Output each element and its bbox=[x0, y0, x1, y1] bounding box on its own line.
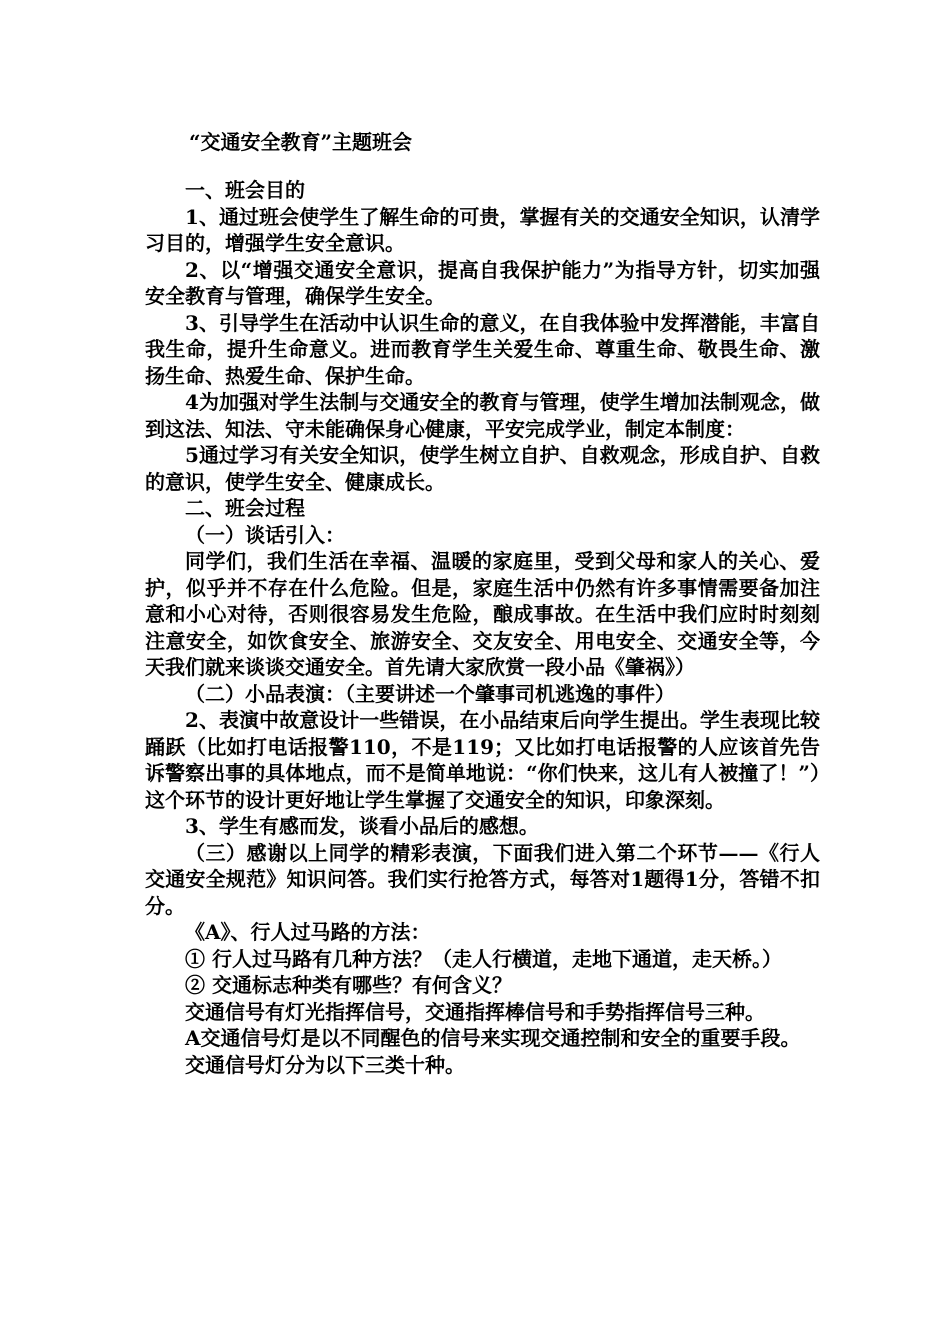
paragraph: A交通信号灯是以不同醒色的信号来实现交通控制和安全的重要手段。 bbox=[185, 1026, 801, 1050]
paragraph: 《A》、行人过马路的方法： bbox=[185, 920, 431, 944]
paragraph: 交通信号有灯光指挥信号，交通指挥棒信号和手势指挥信号三种。 bbox=[185, 999, 765, 1024]
paragraph: 5通过学习有关安全知识，使学生树立自护、自救观念，形成自护、自救的意识，使学生安全、健康成长。 bbox=[145, 443, 820, 494]
paragraph: （三）感谢以上同学的精彩表演，下面我们进入第二个环节——《行人交通安全规范》知识问答。我们实行抢答方式，每答对1题得1分，答错不扣分。 bbox=[145, 840, 820, 918]
paragraph: 4为加强对学生法制与交通安全的教育与管理，使学生增加法制观念，做到这法、知法、守未能确保身心健康，平安完成学业，制定本制度： bbox=[145, 390, 820, 441]
subsection-heading: （二）小品表演：（主要讲述一个肇事司机逃逸的事件） bbox=[185, 681, 675, 706]
paragraph: ① 行人过马路有几种方法？（走人行横道，走地下通道，走天桥。） bbox=[185, 946, 782, 971]
paragraph: 2、以“增强交通安全意识，提高自我保护能力”为指导方针，切实加强安全教育与管理，确保学生安全。 bbox=[145, 257, 820, 308]
paragraph: 同学们，我们生活在幸福、温暖的家庭里，受到父母和家人的关心、爱护，似乎并不存在什么危险。但是，家庭生活中仍然有许多事情需要备加注意和小心对待，否则很容易发生危险，酿成事故。在生活中我们应时时刻刻注意安全，如饮食安全、旅游安全、交友安全、用电安全、交通安全等，今天我们就来谈谈交通安全。首先请大家欣赏一段小品《肇祸》） bbox=[145, 549, 820, 679]
section-heading: 一、班会目的 bbox=[185, 178, 305, 202]
document-title: “交通安全教育”主题班会 bbox=[189, 130, 413, 154]
paragraph: 3、学生有感而发，谈看小品后的感想。 bbox=[185, 814, 539, 838]
paragraph: 交通信号灯分为以下三类十种。 bbox=[185, 1052, 465, 1077]
document-body bbox=[145, 177, 820, 1078]
section-heading: 二、班会过程 bbox=[185, 496, 305, 520]
paragraph: 3、引导学生在活动中认识生命的意义，在自我体验中发挥潜能，丰富自我生命，提升生命意义。进而教育学生关爱生命、尊重生命、敬畏生命、激扬生命、热爱生命、保护生命。 bbox=[145, 310, 820, 388]
paragraph: 1、通过班会使学生了解生命的可贵，掌握有关的交通安全知识，认清学习目的，增强学生安全意识。 bbox=[145, 204, 820, 255]
paragraph: ② 交通标志种类有哪些？有何含义？ bbox=[185, 973, 512, 997]
subsection-heading: （一）谈话引入： bbox=[185, 522, 345, 547]
paragraph: 2、表演中故意设计一些错误，在小品结束后向学生提出。学生表现比较踊跃（比如打电话报警110，不是119；又比如打电话报警的人应该首先告诉警察出事的具体地点，而不是简单地说：“你们快来，这儿有人被撞了！”）这个环节的设计更好地让学生掌握了交通安全的知识，印象深刻。 bbox=[145, 708, 820, 812]
